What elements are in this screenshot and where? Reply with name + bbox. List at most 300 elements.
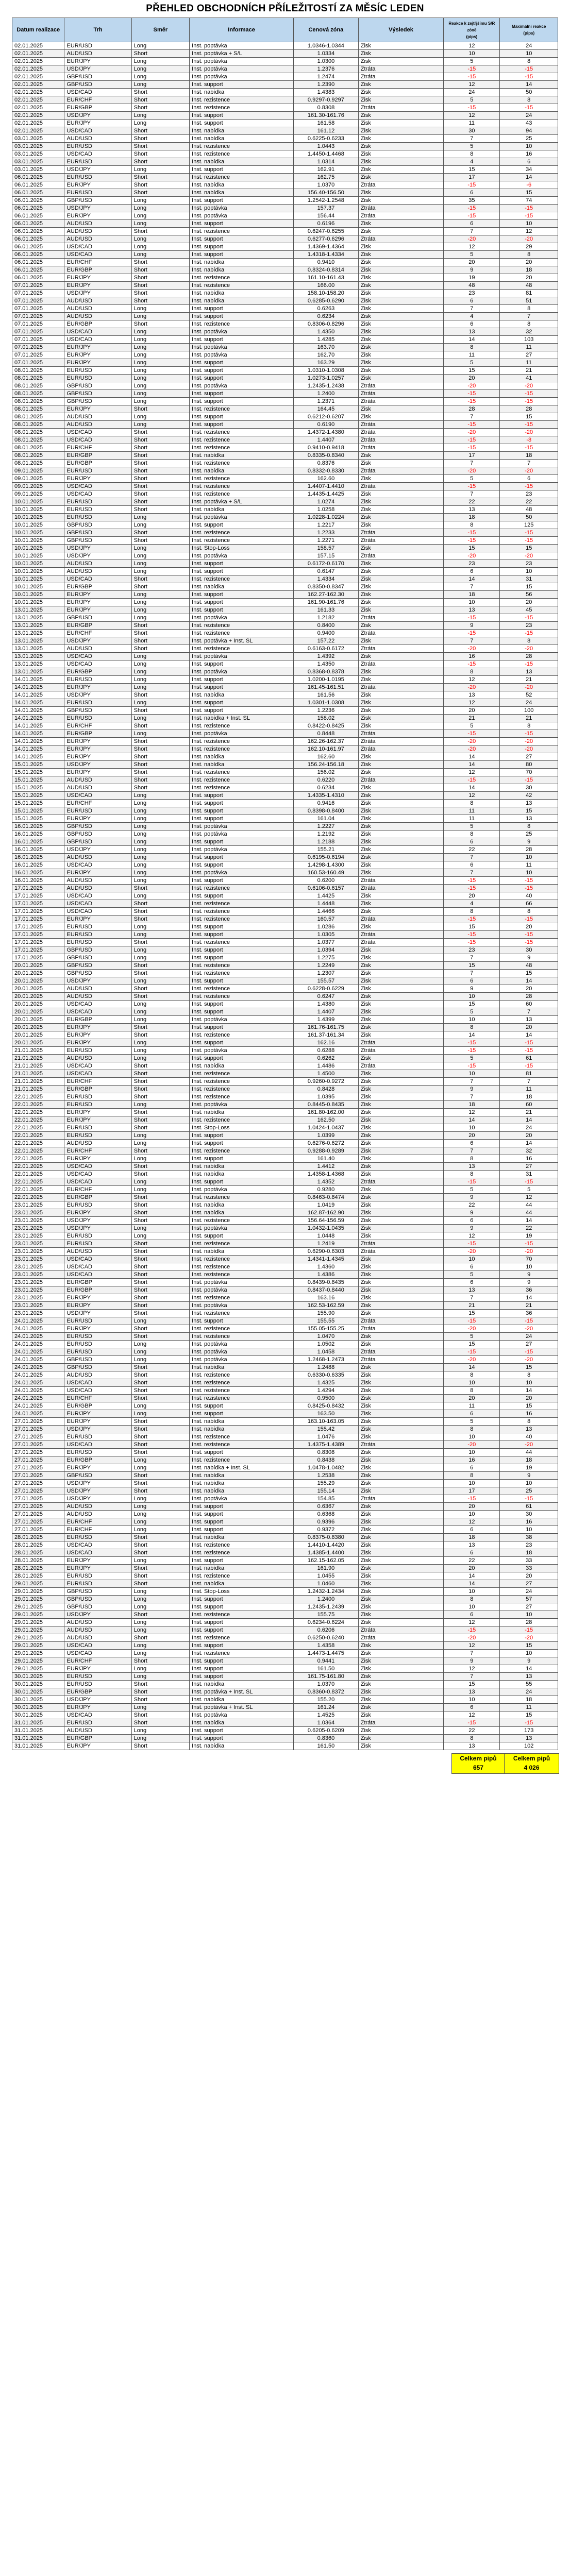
- table-row: [12, 228, 558, 235]
- cell-date: 22.01.2025: [12, 1093, 64, 1101]
- table-row: [12, 761, 558, 769]
- cell-pips: 4: [444, 158, 500, 166]
- cell-price: 156.64-156.59: [294, 1217, 359, 1225]
- cell-pair: AUD/USD: [64, 135, 131, 143]
- cell-price: 0.8335-0.8340: [294, 452, 359, 460]
- cell-max: 61: [500, 1503, 558, 1511]
- cell-info: Inst. rezistence: [190, 1433, 294, 1441]
- cell-pips: 11: [444, 807, 500, 815]
- cell-info: Inst. poptávka + Inst. SL: [190, 1688, 294, 1696]
- table-row: [12, 1704, 558, 1711]
- cell-pips: -15: [444, 1178, 500, 1186]
- cell-info: Inst. nabídka: [190, 452, 294, 460]
- cell-pips: 28: [444, 405, 500, 413]
- cell-price: 1.0314: [294, 158, 359, 166]
- cell-pair: EUR/JPY: [64, 181, 131, 189]
- cell-pair: USD/CAD: [64, 792, 131, 800]
- table-row: [12, 529, 558, 537]
- cell-max: 14: [500, 1140, 558, 1147]
- cell-info: Inst. nabídka: [190, 266, 294, 274]
- cell-direction: Long: [131, 800, 190, 807]
- cell-date: 15.01.2025: [12, 761, 64, 769]
- cell-price: 0.8324-0.8314: [294, 266, 359, 274]
- cell-pair: EUR/JPY: [64, 282, 131, 290]
- cell-info: Inst. support: [190, 1178, 294, 1186]
- cell-pips: 5: [444, 1055, 500, 1062]
- cell-result: Zisk: [358, 1294, 443, 1302]
- cell-date: 16.01.2025: [12, 854, 64, 861]
- cell-pips: 9: [444, 1657, 500, 1665]
- cell-max: 11: [500, 344, 558, 351]
- cell-price: 0.6200: [294, 877, 359, 885]
- table-row: [12, 405, 558, 413]
- cell-pips: 14: [444, 1572, 500, 1580]
- cell-date: 31.01.2025: [12, 1719, 64, 1727]
- table-row: [12, 429, 558, 436]
- cell-price: 1.0443: [294, 143, 359, 150]
- cell-pips: 5: [444, 1271, 500, 1279]
- cell-price: 1.0346-1.0344: [294, 42, 359, 50]
- cell-price: 0.6330-0.6335: [294, 1371, 359, 1379]
- table-row: [12, 1116, 558, 1124]
- total-max-label: Celkem pipů: [513, 1755, 550, 1762]
- cell-pair: AUD/USD: [64, 1503, 131, 1511]
- table-row: [12, 1588, 558, 1596]
- cell-info: Inst. support: [190, 1001, 294, 1008]
- cell-date: 10.01.2025: [12, 568, 64, 575]
- cell-date: 07.01.2025: [12, 328, 64, 336]
- cell-pips: 5: [444, 1418, 500, 1426]
- cell-pair: USD/CAD: [64, 892, 131, 900]
- cell-pair: EUR/GBP: [64, 622, 131, 630]
- cell-direction: Long: [131, 1348, 190, 1356]
- cell-direction: Long: [131, 359, 190, 367]
- cell-pair: EUR/CHF: [64, 1518, 131, 1526]
- cell-pair: USD/CAD: [64, 908, 131, 916]
- cell-pips: 5: [444, 475, 500, 483]
- cell-pair: EUR/JPY: [64, 1294, 131, 1302]
- cell-pair: EUR/JPY: [64, 753, 131, 761]
- cell-pair: EUR/USD: [64, 1201, 131, 1209]
- cell-date: 15.01.2025: [12, 776, 64, 784]
- cell-pips: 12: [444, 699, 500, 707]
- cell-price: 1.0301-1.0308: [294, 699, 359, 707]
- cell-info: Inst. rezistence: [190, 1634, 294, 1642]
- table-row: [12, 1209, 558, 1217]
- cell-result: Zisk: [358, 475, 443, 483]
- cell-price: 161.24: [294, 1704, 359, 1711]
- cell-direction: Long: [131, 1503, 190, 1511]
- cell-info: Inst. rezistence: [190, 1031, 294, 1039]
- cell-pair: EUR/JPY: [64, 599, 131, 606]
- cell-result: Zisk: [358, 568, 443, 575]
- cell-pips: 6: [444, 1549, 500, 1557]
- cell-max: 13: [500, 1016, 558, 1024]
- cell-pips: 13: [444, 1163, 500, 1171]
- cell-pair: USD/CAD: [64, 1642, 131, 1650]
- cell-pips: 8: [444, 344, 500, 351]
- cell-date: 20.01.2025: [12, 970, 64, 977]
- cell-result: Zisk: [358, 923, 443, 931]
- table-row: [12, 1263, 558, 1271]
- cell-pair: EUR/JPY: [64, 1109, 131, 1116]
- cell-direction: Short: [131, 1171, 190, 1178]
- cell-max: 29: [500, 243, 558, 251]
- cell-max: 13: [500, 1426, 558, 1433]
- cell-info: Inst. Stop-Loss: [190, 1124, 294, 1132]
- cell-date: 15.01.2025: [12, 784, 64, 792]
- cell-price: 161.75-161.80: [294, 1673, 359, 1681]
- cell-info: Inst. nabídka: [190, 127, 294, 135]
- cell-direction: Short: [131, 1294, 190, 1302]
- table-row: [12, 1526, 558, 1534]
- cell-pips: 6: [444, 977, 500, 985]
- cell-price: 0.9500: [294, 1395, 359, 1402]
- cell-direction: Short: [131, 1070, 190, 1078]
- cell-info: Inst. rezistence: [190, 1611, 294, 1619]
- cell-price: 0.8448: [294, 730, 359, 738]
- cell-info: Inst. support: [190, 81, 294, 89]
- cell-date: 03.01.2025: [12, 143, 64, 150]
- cell-date: 08.01.2025: [12, 460, 64, 467]
- cell-pair: USD/CAD: [64, 243, 131, 251]
- cell-max: 20: [500, 1132, 558, 1140]
- cell-direction: Long: [131, 854, 190, 861]
- cell-pair: EUR/USD: [64, 1124, 131, 1132]
- cell-pair: AUD/USD: [64, 1634, 131, 1642]
- cell-result: Zisk: [358, 328, 443, 336]
- cell-price: 1.4399: [294, 1016, 359, 1024]
- cell-pair: EUR/CHF: [64, 444, 131, 452]
- cell-price: 158.57: [294, 545, 359, 552]
- cell-pair: GBP/USD: [64, 382, 131, 390]
- cell-price: 1.2468-1.2473: [294, 1356, 359, 1364]
- cell-date: 13.01.2025: [12, 660, 64, 668]
- cell-result: Zisk: [358, 1704, 443, 1711]
- cell-info: Inst. rezistence: [190, 1310, 294, 1317]
- cell-result: Zisk: [358, 405, 443, 413]
- cell-price: 0.9441: [294, 1657, 359, 1665]
- cell-pair: EUR/CHF: [64, 1526, 131, 1534]
- cell-date: 24.01.2025: [12, 1402, 64, 1410]
- table-row: [12, 715, 558, 722]
- cell-result: Zisk: [358, 606, 443, 614]
- cell-date: 14.01.2025: [12, 691, 64, 699]
- cell-date: 10.01.2025: [12, 506, 64, 514]
- cell-date: 15.01.2025: [12, 807, 64, 815]
- cell-direction: Long: [131, 1410, 190, 1418]
- cell-date: 10.01.2025: [12, 545, 64, 552]
- cell-info: Inst. support: [190, 336, 294, 344]
- cell-pair: USD/JPY: [64, 112, 131, 120]
- cell-max: -15: [500, 1240, 558, 1248]
- cell-price: 1.4372-1.4380: [294, 429, 359, 436]
- cell-date: 17.01.2025: [12, 931, 64, 939]
- page-title: PŘEHLED OBCHODNÍCH PŘÍLEŽITOSTÍ ZA MĚSÍC LEDEN: [146, 3, 424, 14]
- cell-date: 09.01.2025: [12, 490, 64, 498]
- cell-info: Inst. nabídka: [190, 1201, 294, 1209]
- table-row: [12, 1619, 558, 1626]
- cell-result: Zisk: [358, 637, 443, 645]
- table-row: [12, 1580, 558, 1588]
- cell-result: Zisk: [358, 58, 443, 65]
- cell-date: 02.01.2025: [12, 96, 64, 104]
- cell-price: 161.45-161.51: [294, 684, 359, 691]
- cell-pair: AUD/USD: [64, 220, 131, 228]
- cell-result: Ztráta: [358, 1719, 443, 1727]
- cell-pips: 6: [444, 297, 500, 305]
- cell-info: Inst. nabídka: [190, 583, 294, 591]
- cell-date: 13.01.2025: [12, 614, 64, 622]
- cell-price: 162.26-162.37: [294, 738, 359, 745]
- table-row: [12, 1433, 558, 1441]
- cell-direction: Short: [131, 776, 190, 784]
- cell-result: Zisk: [358, 320, 443, 328]
- table-row: [12, 892, 558, 900]
- cell-pips: 6: [444, 1526, 500, 1534]
- cell-pips: 8: [444, 1735, 500, 1742]
- table-row: [12, 320, 558, 328]
- cell-result: Zisk: [358, 838, 443, 846]
- cell-direction: Long: [131, 1178, 190, 1186]
- cell-max: -20: [500, 1441, 558, 1449]
- cell-price: 1.0432-1.0435: [294, 1225, 359, 1232]
- cell-date: 08.01.2025: [12, 375, 64, 382]
- cell-max: 40: [500, 892, 558, 900]
- cell-max: 31: [500, 1171, 558, 1178]
- cell-pips: 6: [444, 1464, 500, 1472]
- cell-info: Inst. rezistence: [190, 1093, 294, 1101]
- cell-info: Inst. poptávka: [190, 205, 294, 212]
- cell-info: Inst. nabídka: [190, 1109, 294, 1116]
- cell-pair: EUR/JPY: [64, 1557, 131, 1565]
- table-row: [12, 1673, 558, 1681]
- table-row: [12, 630, 558, 637]
- cell-info: Inst. support: [190, 235, 294, 243]
- cell-info: Inst. nabídka: [190, 1580, 294, 1588]
- cell-direction: Long: [131, 1626, 190, 1634]
- cell-pips: 15: [444, 923, 500, 931]
- cell-max: 13: [500, 1673, 558, 1681]
- cell-pips: 7: [444, 1093, 500, 1101]
- cell-date: 20.01.2025: [12, 1008, 64, 1016]
- cell-max: 20: [500, 274, 558, 282]
- table-row: [12, 1039, 558, 1047]
- cell-pips: 20: [444, 375, 500, 382]
- table-row: [12, 769, 558, 776]
- cell-info: Inst. rezistence: [190, 174, 294, 181]
- table-row: [12, 259, 558, 266]
- cell-direction: Long: [131, 931, 190, 939]
- cell-date: 24.01.2025: [12, 1341, 64, 1348]
- cell-direction: Long: [131, 815, 190, 823]
- cell-info: Inst. poptávka: [190, 1016, 294, 1024]
- cell-info: Inst. rezistence: [190, 1650, 294, 1657]
- cell-price: 162.75: [294, 174, 359, 181]
- cell-result: Zisk: [358, 1549, 443, 1557]
- cell-max: -20: [500, 382, 558, 390]
- cell-result: Zisk: [358, 1518, 443, 1526]
- cell-max: -20: [500, 467, 558, 475]
- cell-max: 20: [500, 1572, 558, 1580]
- cell-pips: 7: [444, 1294, 500, 1302]
- cell-date: 21.01.2025: [12, 1078, 64, 1086]
- cell-info: Inst. support: [190, 800, 294, 807]
- cell-max: 8: [500, 637, 558, 645]
- cell-pair: EUR/GBP: [64, 320, 131, 328]
- cell-direction: Long: [131, 923, 190, 931]
- cell-pair: EUR/USD: [64, 514, 131, 521]
- cell-max: 11: [500, 1704, 558, 1711]
- cell-date: 28.01.2025: [12, 1541, 64, 1549]
- cell-date: 08.01.2025: [12, 398, 64, 405]
- cell-max: 8: [500, 251, 558, 259]
- cell-date: 08.01.2025: [12, 452, 64, 460]
- cell-date: 02.01.2025: [12, 127, 64, 135]
- cell-result: Zisk: [358, 823, 443, 831]
- cell-date: 20.01.2025: [12, 993, 64, 1001]
- cell-info: Inst. rezistence: [190, 1194, 294, 1201]
- cell-pips: 13: [444, 691, 500, 699]
- cell-info: Inst. nabídka: [190, 1565, 294, 1572]
- cell-date: 24.01.2025: [12, 1379, 64, 1387]
- cell-info: Inst. support: [190, 521, 294, 529]
- cell-pips: 6: [444, 1704, 500, 1711]
- cell-max: 21: [500, 715, 558, 722]
- cell-result: Zisk: [358, 1619, 443, 1626]
- cell-direction: Short: [131, 1441, 190, 1449]
- cell-pips: 8: [444, 831, 500, 838]
- cell-result: Zisk: [358, 189, 443, 197]
- cell-date: 14.01.2025: [12, 715, 64, 722]
- cell-direction: Short: [131, 985, 190, 993]
- table-row: [12, 1464, 558, 1472]
- cell-pips: 15: [444, 367, 500, 375]
- cell-pair: EUR/CHF: [64, 1078, 131, 1086]
- cell-max: 24: [500, 42, 558, 50]
- cell-price: 1.2474: [294, 73, 359, 81]
- cell-info: Inst. support: [190, 220, 294, 228]
- table-row: [12, 792, 558, 800]
- cell-result: Zisk: [358, 854, 443, 861]
- cell-info: Inst. nabídka: [190, 1209, 294, 1217]
- cell-date: 21.01.2025: [12, 1047, 64, 1055]
- table-row: [12, 1626, 558, 1634]
- cell-date: 08.01.2025: [12, 367, 64, 375]
- cell-info: Inst. rezistence: [190, 1387, 294, 1395]
- table-row: [12, 970, 558, 977]
- cell-result: Ztráta: [358, 529, 443, 537]
- cell-max: -15: [500, 398, 558, 405]
- cell-info: Inst. poptávka: [190, 1101, 294, 1109]
- cell-price: 0.9400: [294, 630, 359, 637]
- table-row: [12, 1186, 558, 1194]
- cell-result: Ztráta: [358, 212, 443, 220]
- cell-info: Inst. rezistence: [190, 143, 294, 150]
- cell-date: 23.01.2025: [12, 1310, 64, 1317]
- cell-direction: Long: [131, 1016, 190, 1024]
- cell-pair: AUD/USD: [64, 1371, 131, 1379]
- cell-price: 1.0300: [294, 58, 359, 65]
- cell-result: Zisk: [358, 1387, 443, 1395]
- cell-pips: 7: [444, 869, 500, 877]
- cell-result: Ztráta: [358, 65, 443, 73]
- cell-price: 161.40: [294, 1155, 359, 1163]
- cell-price: 158.10-158.20: [294, 290, 359, 297]
- table-row: [12, 599, 558, 606]
- table-row: [12, 81, 558, 89]
- cell-direction: Short: [131, 1565, 190, 1572]
- cell-pips: 10: [444, 1449, 500, 1456]
- cell-max: 27: [500, 1163, 558, 1171]
- cell-date: 23.01.2025: [12, 1225, 64, 1232]
- cell-pips: 6: [444, 320, 500, 328]
- cell-result: Zisk: [358, 753, 443, 761]
- cell-pips: 17: [444, 452, 500, 460]
- cell-pair: USD/JPY: [64, 545, 131, 552]
- cell-pips: -15: [444, 1495, 500, 1503]
- cell-pair: AUD/USD: [64, 1140, 131, 1147]
- cell-result: Ztráta: [358, 1348, 443, 1356]
- cell-result: Zisk: [358, 769, 443, 776]
- cell-direction: Long: [131, 1001, 190, 1008]
- cell-info: Inst. nabídka: [190, 1696, 294, 1704]
- cell-max: 51: [500, 297, 558, 305]
- cell-result: Ztráta: [358, 483, 443, 490]
- cell-result: Zisk: [358, 1116, 443, 1124]
- cell-info: Inst. rezistence: [190, 745, 294, 753]
- cell-price: 1.4486: [294, 1062, 359, 1070]
- cell-max: 70: [500, 769, 558, 776]
- cell-max: 21: [500, 1109, 558, 1116]
- table-row: [12, 931, 558, 939]
- cell-price: 0.8428: [294, 1086, 359, 1093]
- cell-date: 23.01.2025: [12, 1271, 64, 1279]
- cell-pips: 6: [444, 1410, 500, 1418]
- cell-date: 29.01.2025: [12, 1603, 64, 1611]
- cell-date: 30.01.2025: [12, 1673, 64, 1681]
- cell-price: 1.0228-1.0224: [294, 514, 359, 521]
- cell-pips: 7: [444, 854, 500, 861]
- cell-pips: 10: [444, 1016, 500, 1024]
- cell-info: Inst. poptávka + Inst. SL: [190, 1704, 294, 1711]
- cell-max: 56: [500, 591, 558, 599]
- cell-result: Zisk: [358, 1163, 443, 1171]
- cell-direction: Short: [131, 1549, 190, 1557]
- cell-price: 1.2182: [294, 614, 359, 622]
- cell-info: Inst. nabídka: [190, 1742, 294, 1750]
- cell-pair: AUD/USD: [64, 305, 131, 313]
- cell-result: Zisk: [358, 1333, 443, 1341]
- cell-info: Inst. support: [190, 1317, 294, 1325]
- cell-result: Zisk: [358, 498, 443, 506]
- cell-direction: Long: [131, 1356, 190, 1364]
- cell-max: 6: [500, 475, 558, 483]
- cell-date: 02.01.2025: [12, 42, 64, 50]
- cell-pips: 12: [444, 769, 500, 776]
- cell-pips: 8: [444, 1472, 500, 1480]
- table-row: [12, 189, 558, 197]
- cell-direction: Short: [131, 1696, 190, 1704]
- cell-date: 27.01.2025: [12, 1487, 64, 1495]
- cell-date: 30.01.2025: [12, 1704, 64, 1711]
- cell-pair: AUD/USD: [64, 235, 131, 243]
- cell-pair: EUR/USD: [64, 699, 131, 707]
- cell-info: Inst. rezistence: [190, 150, 294, 158]
- cell-pips: 8: [444, 1426, 500, 1433]
- cell-price: 1.4380: [294, 1001, 359, 1008]
- cell-result: Zisk: [358, 1194, 443, 1201]
